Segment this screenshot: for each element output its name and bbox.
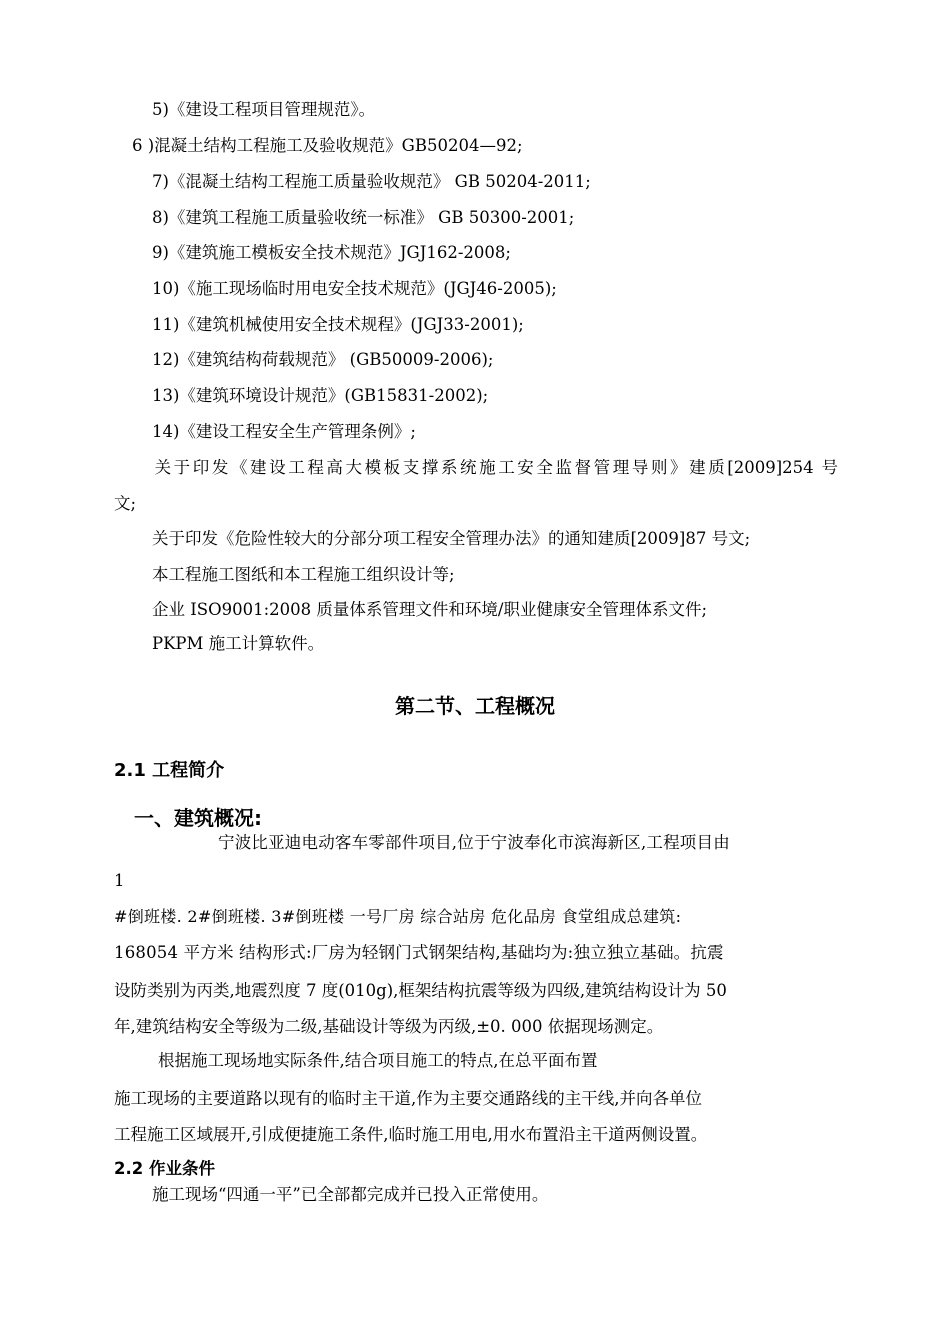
reference-item-14: 14)《建设工程安全生产管理条例》;: [152, 422, 416, 441]
overview-paragraph-line4: 168054 平方米 结构形式:厂房为轻钢门式钢架结构,基础均为:独立独立基础。抗震: [114, 943, 724, 962]
site-layout-paragraph-line2: 施工现场的主要道路以现有的临时主干道,作为主要交通路线的主干线,并向各单位: [114, 1089, 702, 1108]
work-conditions-paragraph: 施工现场“四通一平”已全部都完成并已投入正常使用。: [152, 1185, 549, 1204]
site-layout-paragraph-line1: 根据施工现场地实际条件,结合项目施工的特点,在总平面布置: [158, 1051, 598, 1070]
reference-item-12: 12)《建筑结构荷载规范》 (GB50009-2006);: [152, 350, 494, 369]
subsection-2-1-title: 2.1 工程简介: [114, 760, 225, 781]
reference-item-15-line1: 关于印发《建设工程高大模板支撑系统施工安全监督管理导则》建质[2009]254 号: [152, 458, 838, 477]
reference-item-5: 5)《建设工程项目管理规范》。: [152, 100, 376, 119]
reference-item-13: 13)《建筑环境设计规范》(GB15831-2002);: [152, 386, 489, 405]
reference-item-6: 6 )混凝土结构工程施工及验收规范》GB50204—92;: [132, 136, 523, 155]
reference-item-16: 关于印发《危险性较大的分部分项工程安全管理办法》的通知建质[2009]87 号文;: [152, 529, 751, 548]
overview-paragraph-line2: 1: [114, 871, 125, 890]
reference-item-11: 11)《建筑机械使用安全技术规程》(JGJ33-2001);: [152, 315, 524, 334]
overview-paragraph-line6: 年,建筑结构安全等级为二级,基础设计等级为丙级,±0. 000 依据现场测定。: [114, 1017, 664, 1036]
overview-paragraph-line5: 设防类别为丙类,地震烈度 7 度(010g),框架结构抗震等级为四级,建筑结构设计为 50: [114, 981, 727, 1000]
reference-item-10: 10)《施工现场临时用电安全技术规范》(JGJ46-2005);: [152, 279, 557, 298]
section-title: 第二节、工程概况: [395, 694, 555, 718]
reference-item-8: 8)《建筑工程施工质量验收统一标准》 GB 50300-2001;: [152, 208, 575, 227]
reference-item-7: 7)《混凝土结构工程施工质量验收规范》 GB 50204-2011;: [152, 172, 591, 191]
reference-item-9: 9)《建筑施工模板安全技术规范》JGJ162-2008;: [152, 243, 511, 262]
subsection-2-2-title: 2.2 作业条件: [114, 1159, 215, 1178]
reference-item-19: PKPM 施工计算软件。: [152, 634, 325, 653]
overview-paragraph-line3: #倒班楼. 2#倒班楼. 3#倒班楼 一号厂房 综合站房 危化品房 食堂组成总建筑:: [114, 907, 682, 926]
reference-item-18: 企业 ISO9001:2008 质量体系管理文件和环境/职业健康安全管理体系文件;: [152, 600, 707, 619]
overview-paragraph-line1: 宁波比亚迪电动客车零部件项目,位于宁波奉化市滨海新区,工程项目由: [218, 833, 730, 852]
reference-item-17: 本工程施工图纸和本工程施工组织设计等;: [152, 565, 455, 584]
building-overview-heading: 一、建筑概况:: [134, 806, 262, 830]
site-layout-paragraph-line3: 工程施工区域展开,引成便捷施工条件,临时施工用电,用水布置沿主干道两侧设置。: [114, 1125, 708, 1144]
reference-item-15-line2: 文;: [114, 494, 137, 513]
